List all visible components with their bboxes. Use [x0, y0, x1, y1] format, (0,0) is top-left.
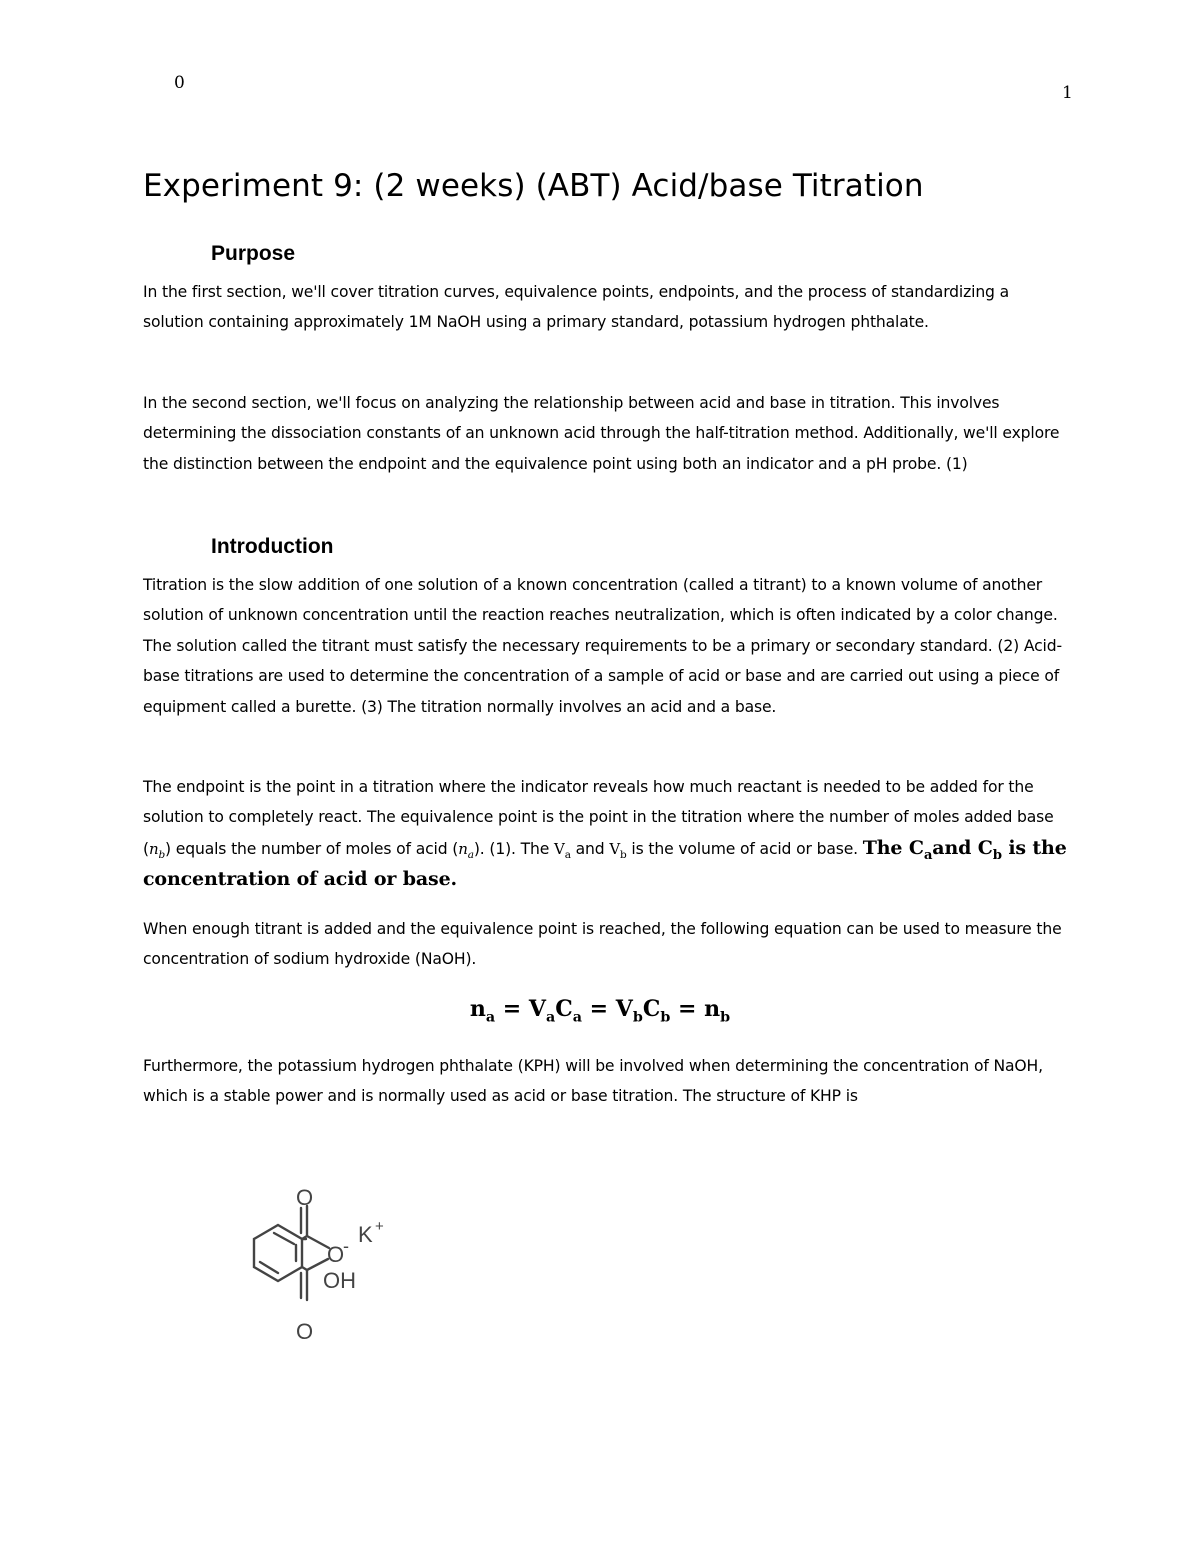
page-number-left: 0: [174, 73, 185, 93]
symbol-na: $n_a$: [458, 839, 474, 861]
khp-group-oh: OH: [323, 1268, 356, 1293]
khp-atom-o-bottom: O: [296, 1319, 314, 1344]
khp-charge-plus: +: [375, 1218, 384, 1235]
document-title: Experiment 9: (2 weeks) (ABT) Acid/base Titration: [143, 168, 924, 204]
p4-text-1: The endpoint is the point in a titration where the indicator reveals how much reactant is needed to be added for the solution to completely react. The equivalence point is the point in the titration where the number of moles added base (: [143, 778, 1054, 858]
concentration-statement: The $C_aand$ $C_b$ is the concentration of acid or base.: [143, 836, 1067, 891]
introduction-paragraph-3: When enough titrant is added and the equivalence point is reached, the following equation can be used to measure the concentration of sodium hydroxide (NaOH).: [143, 920, 1062, 969]
khp-atom-o-top: O: [296, 1185, 314, 1210]
purpose-paragraph-2: In the second section, we'll focus on analyzing the relationship between acid and base in titration. This involves determining the dissociation constants of an unknown acid through the half-titration method. Additionally, we'll explore the distinction between the endpoint and the equivalence point using both an indicator and a pH probe. (1): [143, 394, 1060, 473]
p4-text-4: and: [570, 839, 610, 858]
p4-text-5: is the volume of acid or base.: [626, 839, 863, 858]
p4-text-3: ). (1). The: [473, 839, 555, 858]
khp-structure-diagram: [205, 1178, 405, 1348]
introduction-paragraph-2: [143, 772, 1068, 896]
introduction-heading: Introduction: [211, 535, 334, 558]
purpose-heading: Purpose: [211, 242, 296, 265]
symbol-vb: $V_b$: [609, 839, 627, 861]
purpose-paragraph-1: In the first section, we'll cover titration curves, equivalence points, endpoints, and the process of standardizing a solution containing approximately 1M NaOH using a primary standard, potassium hydrogen phthalate.: [143, 283, 1010, 332]
symbol-va: $V_a$: [554, 839, 571, 861]
introduction-paragraph-4: Furthermore, the potassium hydrogen phthalate (KPH) will be involved when determining the concentration of NaOH, which is a stable power and is normally used as acid or base titration. The structure of KHP is: [143, 1057, 1043, 1106]
introduction-paragraph-1: Titration is the slow addition of one solution of a known concentration (called a titrant) to a known volume of another solution of unknown concentration until the reaction reaches neutralization, which is often indicated by a color change. The solution called the titrant must satisfy the necessary requirements to be a primary or secondary standard. (2) Acid-base titrations are used to determine the concentration of a sample of acid or base and are carried out using a piece of equipment called a burette. (3) The titration normally involves an acid and a base.: [143, 576, 1062, 716]
khp-charge-minus: -: [343, 1236, 349, 1256]
p4-text-2: ) equals the number of moles of acid (: [165, 839, 459, 858]
khp-atom-o-minus: O: [327, 1242, 345, 1267]
symbol-nb: $n_b$: [148, 839, 166, 861]
page-number-right: 1: [1062, 83, 1073, 103]
titration-equation: $n_a = V_aC_a = V_bC_b = n_b$: [469, 996, 731, 1026]
khp-atom-k: K: [358, 1222, 373, 1247]
